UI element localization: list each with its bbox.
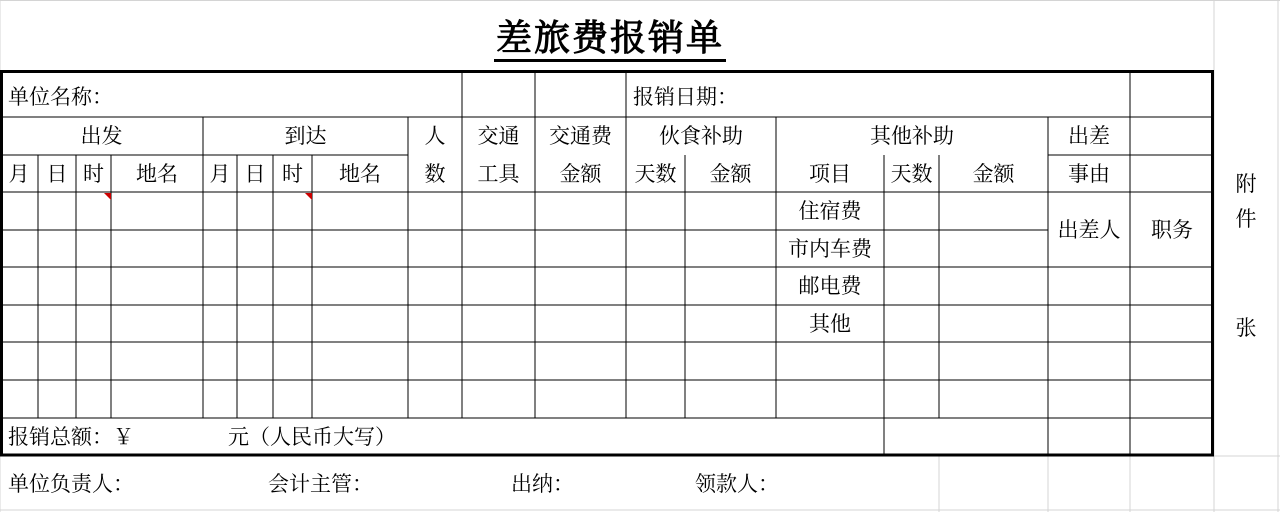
depart-day-header: 日 bbox=[46, 162, 68, 186]
unit-head-label: 单位负责人： bbox=[8, 472, 134, 496]
accounting-supervisor-label: 会计主管： bbox=[268, 472, 373, 496]
arrive-place-header: 地名 bbox=[339, 162, 381, 186]
depart-month-header: 月 bbox=[8, 162, 30, 186]
payee-label: 领款人： bbox=[695, 472, 779, 496]
arrive-month-header: 月 bbox=[209, 162, 231, 186]
fare-header-top: 交通费 bbox=[549, 124, 612, 148]
people-header-bottom: 数 bbox=[424, 162, 446, 186]
other-days-header: 天数 bbox=[890, 162, 933, 186]
form-title bbox=[300, 10, 920, 61]
reason-header-top: 出差 bbox=[1068, 124, 1110, 148]
other-allowance-header: 其他补助 bbox=[870, 124, 954, 148]
position-label: 职务 bbox=[1151, 218, 1193, 242]
depart-place-header: 地名 bbox=[136, 162, 178, 186]
fare-header-bottom: 金额 bbox=[559, 162, 602, 186]
unit-name-label: 单位名称： bbox=[8, 85, 113, 109]
total-amount-label: 报销总额：￥ bbox=[8, 425, 134, 449]
other-item-header: 项目 bbox=[809, 162, 851, 186]
form-title-text: 差旅费报销单 bbox=[494, 17, 726, 62]
transport-header-top: 交通 bbox=[477, 124, 520, 148]
other-amount-header: 金额 bbox=[972, 162, 1015, 186]
meal-amount-header: 金额 bbox=[709, 162, 752, 186]
attachment-label-top: 附 bbox=[1235, 172, 1257, 196]
comment-marker[interactable] bbox=[305, 193, 312, 200]
comment-marker[interactable] bbox=[104, 193, 111, 200]
item-local-transport: 市内车费 bbox=[788, 237, 872, 261]
attachment-label-bottom: 件 bbox=[1235, 207, 1257, 231]
arrive-hour-header: 时 bbox=[282, 162, 303, 186]
item-lodging: 住宿费 bbox=[798, 199, 862, 223]
attachment-count-unit: 张 bbox=[1235, 316, 1257, 340]
reimburse-date-label: 报销日期： bbox=[633, 85, 738, 109]
depart-hour-header: 时 bbox=[83, 162, 104, 186]
meal-days-header: 天数 bbox=[634, 162, 677, 186]
cashier-label: 出纳： bbox=[511, 472, 574, 496]
total-capital-label: 元（人民币大写） bbox=[228, 425, 396, 449]
depart-header: 出发 bbox=[80, 124, 123, 148]
people-header-top: 人 bbox=[424, 124, 446, 148]
reason-header-bottom: 事由 bbox=[1068, 162, 1110, 186]
arrive-day-header: 日 bbox=[244, 162, 266, 186]
item-other: 其他 bbox=[809, 312, 851, 336]
item-postal-telecom: 邮电费 bbox=[798, 274, 862, 298]
transport-header-bottom: 工具 bbox=[477, 162, 520, 186]
traveler-label: 出差人 bbox=[1057, 218, 1121, 242]
meal-allowance-header: 伙食补助 bbox=[659, 124, 743, 148]
arrive-header: 到达 bbox=[284, 124, 327, 148]
